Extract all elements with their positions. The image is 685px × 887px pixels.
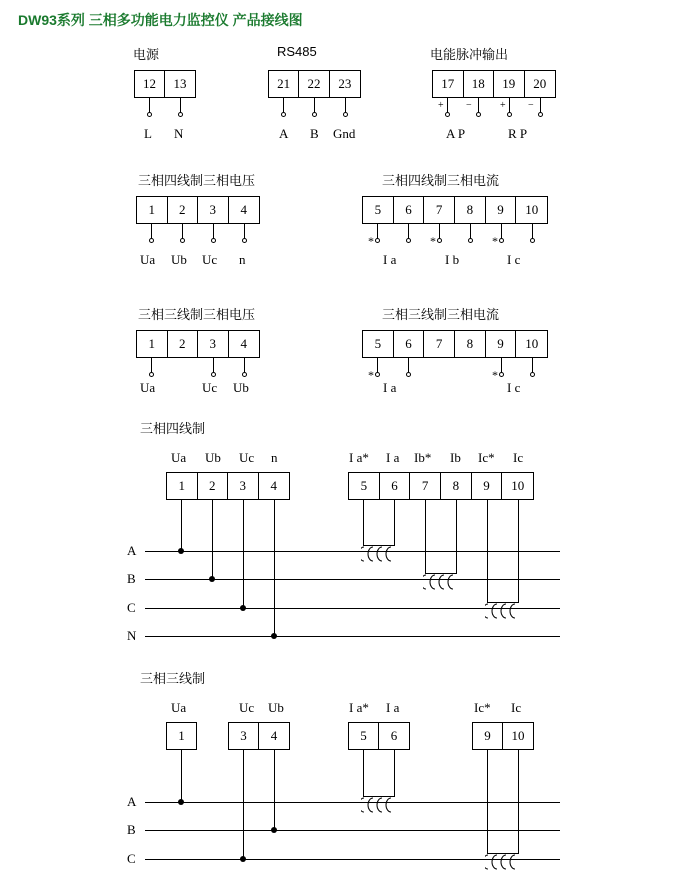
- connector-circle: [211, 238, 216, 243]
- connector-circle: [476, 112, 481, 117]
- curr4-section-label: 三相四线制三相电流: [382, 173, 500, 188]
- terminal-cell: 5: [349, 723, 379, 749]
- ct-lead-line: [394, 750, 395, 796]
- power-section-label: 电源: [133, 47, 160, 62]
- ct-lead-line: [425, 500, 426, 573]
- pin-label: Ib: [450, 450, 461, 465]
- phase-bus-line: [145, 579, 560, 580]
- pin-label: I a: [383, 380, 397, 395]
- pin-label: I c: [507, 380, 521, 395]
- voltage-drop-line: [243, 750, 244, 859]
- connector-circle: [375, 238, 380, 243]
- pin-label: Ic: [513, 450, 524, 465]
- pin-label: L: [144, 126, 152, 141]
- junction-dot: [271, 827, 277, 833]
- terminal-cell: 5: [363, 197, 394, 223]
- terminal-cell: 6: [390, 728, 398, 743]
- lead-line: [439, 224, 440, 238]
- polarity-label: −: [528, 100, 534, 111]
- lead-line: [532, 358, 533, 372]
- curr3-section-label: 三相三线制三相电流: [382, 307, 500, 322]
- wiring3-current-terminal-block-c: [472, 722, 534, 750]
- terminal-cell: 1: [178, 728, 185, 743]
- phase-label: A: [127, 794, 137, 809]
- connector-circle: [343, 112, 348, 117]
- terminal-cell: 8: [455, 197, 486, 223]
- volt3-section-label: 三相三线制三相电压: [138, 307, 256, 322]
- pin-label: A P: [446, 126, 466, 141]
- terminal-cell: 3: [198, 331, 229, 357]
- terminal-cell: 1: [137, 197, 168, 223]
- terminal-cell: 10: [511, 728, 525, 743]
- power-terminal-block: [134, 70, 196, 98]
- lead-line: [151, 358, 152, 372]
- connector-circle: [406, 238, 411, 243]
- phase-bus-line: [145, 636, 560, 637]
- connector-circle: [312, 112, 317, 117]
- lead-line: [244, 358, 245, 372]
- connector-circle: [242, 238, 247, 243]
- pin-label: I c: [507, 252, 521, 267]
- junction-dot: [271, 633, 277, 639]
- star-marker: *: [492, 368, 498, 382]
- connector-circle: [499, 372, 504, 377]
- ct-lead-line: [456, 500, 457, 573]
- ct-coil-a3: [361, 797, 399, 813]
- lead-line: [149, 98, 150, 112]
- lead-line: [213, 358, 214, 372]
- pin-label: Ua: [140, 252, 156, 267]
- terminal-cell: 6: [380, 473, 411, 499]
- lead-line: [501, 224, 502, 238]
- terminal-cell: 13: [173, 76, 187, 91]
- terminal-cell: 21: [269, 71, 299, 97]
- connector-circle: [281, 112, 286, 117]
- phase-label: B: [127, 822, 136, 837]
- polarity-label: +: [438, 100, 444, 111]
- pin-label: I a: [386, 700, 400, 715]
- lead-line: [345, 98, 346, 112]
- connector-circle: [149, 238, 154, 243]
- connector-circle: [445, 112, 450, 117]
- lead-line: [470, 224, 471, 238]
- terminal-cell: 7: [410, 473, 441, 499]
- wiring4-voltage-terminal-block: [166, 472, 290, 500]
- lead-line: [540, 98, 541, 112]
- terminal-cell: 3: [229, 723, 259, 749]
- voltage-drop-line: [243, 500, 244, 608]
- connector-circle: [507, 112, 512, 117]
- junction-dot: [240, 605, 246, 611]
- terminal-cell: 8: [455, 331, 486, 357]
- lead-line: [377, 224, 378, 238]
- lead-line: [447, 98, 448, 112]
- pin-label: n: [271, 450, 278, 465]
- lead-line: [509, 98, 510, 112]
- terminal-cell: 9: [473, 723, 503, 749]
- lead-line: [501, 358, 502, 372]
- curr3-terminal-block: [362, 330, 548, 358]
- page-title: DW93系列 三相多功能电力监控仪 产品接线图: [18, 12, 303, 28]
- ct-lead-line: [363, 500, 364, 545]
- terminal-cell: 22: [299, 71, 329, 97]
- wiring4-current-terminal-block: [348, 472, 534, 500]
- pin-label: I a: [383, 252, 397, 267]
- terminal-cell: 18: [464, 71, 495, 97]
- pin-label: I a*: [349, 450, 369, 465]
- connector-circle: [375, 372, 380, 377]
- terminal-cell: 10: [525, 202, 539, 217]
- wiring3-current-terminal-block-a: [348, 722, 410, 750]
- ct-coil-c3: [485, 854, 523, 870]
- pin-label: Ub: [233, 380, 249, 395]
- star-marker: *: [368, 234, 374, 248]
- star-marker: *: [368, 368, 374, 382]
- pin-label: Uc: [239, 450, 255, 465]
- terminal-cell: 7: [424, 331, 455, 357]
- terminal-cell: 3: [228, 473, 259, 499]
- polarity-label: +: [500, 100, 506, 111]
- phase-bus-line: [145, 830, 560, 831]
- ct-coil-a: [361, 546, 399, 562]
- connector-circle: [147, 112, 152, 117]
- phase-label: N: [127, 628, 137, 643]
- terminal-cell: 6: [394, 197, 425, 223]
- terminal-cell: 6: [394, 331, 425, 357]
- terminal-cell: 10: [525, 336, 539, 351]
- polarity-label: −: [466, 100, 472, 111]
- lead-line: [244, 224, 245, 238]
- pulse-section-label: 电能脉冲输出: [430, 47, 509, 62]
- voltage-drop-line: [212, 500, 213, 579]
- pin-label: Gnd: [333, 126, 356, 141]
- pin-label: Ic*: [478, 450, 495, 465]
- ct-lead-line: [394, 500, 395, 545]
- lead-line: [408, 224, 409, 238]
- phase-label: C: [127, 851, 136, 866]
- connector-circle: [149, 372, 154, 377]
- terminal-cell: 5: [363, 331, 394, 357]
- connector-circle: [180, 238, 185, 243]
- terminal-cell: 2: [198, 473, 229, 499]
- terminal-cell: 2: [168, 331, 199, 357]
- phase-bus-line: [145, 802, 560, 803]
- rs485-terminal-block: [268, 70, 361, 98]
- pin-label: Ua: [140, 380, 156, 395]
- connector-circle: [437, 238, 442, 243]
- volt3-terminal-block: [136, 330, 260, 358]
- pin-label: Uc: [202, 380, 218, 395]
- connector-circle: [406, 372, 411, 377]
- pin-label: Uc: [202, 252, 218, 267]
- terminal-cell: 1: [137, 331, 168, 357]
- wiring3-section-label: 三相三线制: [140, 671, 206, 686]
- lead-line: [532, 224, 533, 238]
- terminal-cell: 4: [240, 336, 247, 351]
- terminal-cell: 19: [494, 71, 525, 97]
- terminal-cell: 23: [338, 76, 352, 91]
- lead-line: [182, 224, 183, 238]
- pin-label: R P: [508, 126, 528, 141]
- volt4-section-label: 三相四线制三相电压: [138, 173, 256, 188]
- terminal-cell: 2: [168, 197, 199, 223]
- terminal-cell: 7: [424, 197, 455, 223]
- junction-dot: [178, 799, 184, 805]
- terminal-cell: 8: [441, 473, 472, 499]
- junction-dot: [209, 576, 215, 582]
- terminal-cell: 3: [198, 197, 229, 223]
- lead-line: [283, 98, 284, 112]
- pin-label: Ib*: [414, 450, 432, 465]
- lead-line: [408, 358, 409, 372]
- pin-label: Ub: [268, 700, 284, 715]
- pin-label: A: [279, 126, 289, 141]
- connector-circle: [499, 238, 504, 243]
- phase-label: C: [127, 600, 136, 615]
- pin-label: Ub: [171, 252, 187, 267]
- terminal-cell: 9: [472, 473, 503, 499]
- pin-label: I b: [445, 252, 460, 267]
- terminal-cell: 4: [270, 728, 278, 743]
- lead-line: [180, 98, 181, 112]
- terminal-cell: 10: [511, 478, 525, 493]
- terminal-cell: 9: [486, 197, 517, 223]
- voltage-drop-line: [181, 750, 182, 802]
- terminal-cell: 4: [270, 478, 277, 493]
- phase-bus-line: [145, 608, 560, 609]
- wiring3-voltage-terminal-block-ucub: [228, 722, 290, 750]
- lead-line: [478, 98, 479, 112]
- connector-circle: [530, 238, 535, 243]
- connector-circle: [468, 238, 473, 243]
- pin-label: Ic*: [474, 700, 491, 715]
- ct-coil-b: [423, 574, 461, 590]
- junction-dot: [240, 856, 246, 862]
- lead-line: [213, 224, 214, 238]
- star-marker: *: [492, 234, 498, 248]
- voltage-drop-line: [274, 750, 275, 830]
- pin-label: B: [310, 126, 319, 141]
- pin-label: n: [239, 252, 246, 267]
- voltage-drop-line: [181, 500, 182, 551]
- terminal-cell: 4: [240, 202, 247, 217]
- pulse-terminal-block: [432, 70, 556, 98]
- phase-bus-line: [145, 859, 560, 860]
- junction-dot: [178, 548, 184, 554]
- pin-label: I a*: [349, 700, 369, 715]
- terminal-cell: 17: [433, 71, 464, 97]
- volt4-terminal-block: [136, 196, 260, 224]
- pin-label: I a: [386, 450, 400, 465]
- rs485-section-label: RS485: [277, 44, 317, 59]
- voltage-drop-line: [274, 500, 275, 636]
- wiring4-section-label: 三相四线制: [140, 421, 206, 436]
- connector-circle: [538, 112, 543, 117]
- terminal-cell: 5: [349, 473, 380, 499]
- pin-label: Ua: [171, 700, 187, 715]
- phase-label: A: [127, 543, 137, 558]
- pin-label: Ic: [511, 700, 522, 715]
- pin-label: N: [174, 126, 184, 141]
- terminal-cell: 9: [486, 331, 517, 357]
- connector-circle: [211, 372, 216, 377]
- lead-line: [151, 224, 152, 238]
- terminal-cell: 12: [135, 71, 165, 97]
- connector-circle: [242, 372, 247, 377]
- connector-circle: [530, 372, 535, 377]
- curr4-terminal-block: [362, 196, 548, 224]
- phase-label: B: [127, 571, 136, 586]
- terminal-cell: 1: [167, 473, 198, 499]
- pin-label: Ub: [205, 450, 221, 465]
- ct-coil-c: [485, 603, 523, 619]
- pin-label: Ua: [171, 450, 187, 465]
- star-marker: *: [430, 234, 436, 248]
- lead-line: [314, 98, 315, 112]
- lead-line: [377, 358, 378, 372]
- ct-lead-line: [363, 750, 364, 796]
- terminal-cell: 20: [533, 76, 547, 91]
- pin-label: Uc: [239, 700, 255, 715]
- phase-bus-line: [145, 551, 560, 552]
- connector-circle: [178, 112, 183, 117]
- wiring3-voltage-terminal-block-ua: [166, 722, 197, 750]
